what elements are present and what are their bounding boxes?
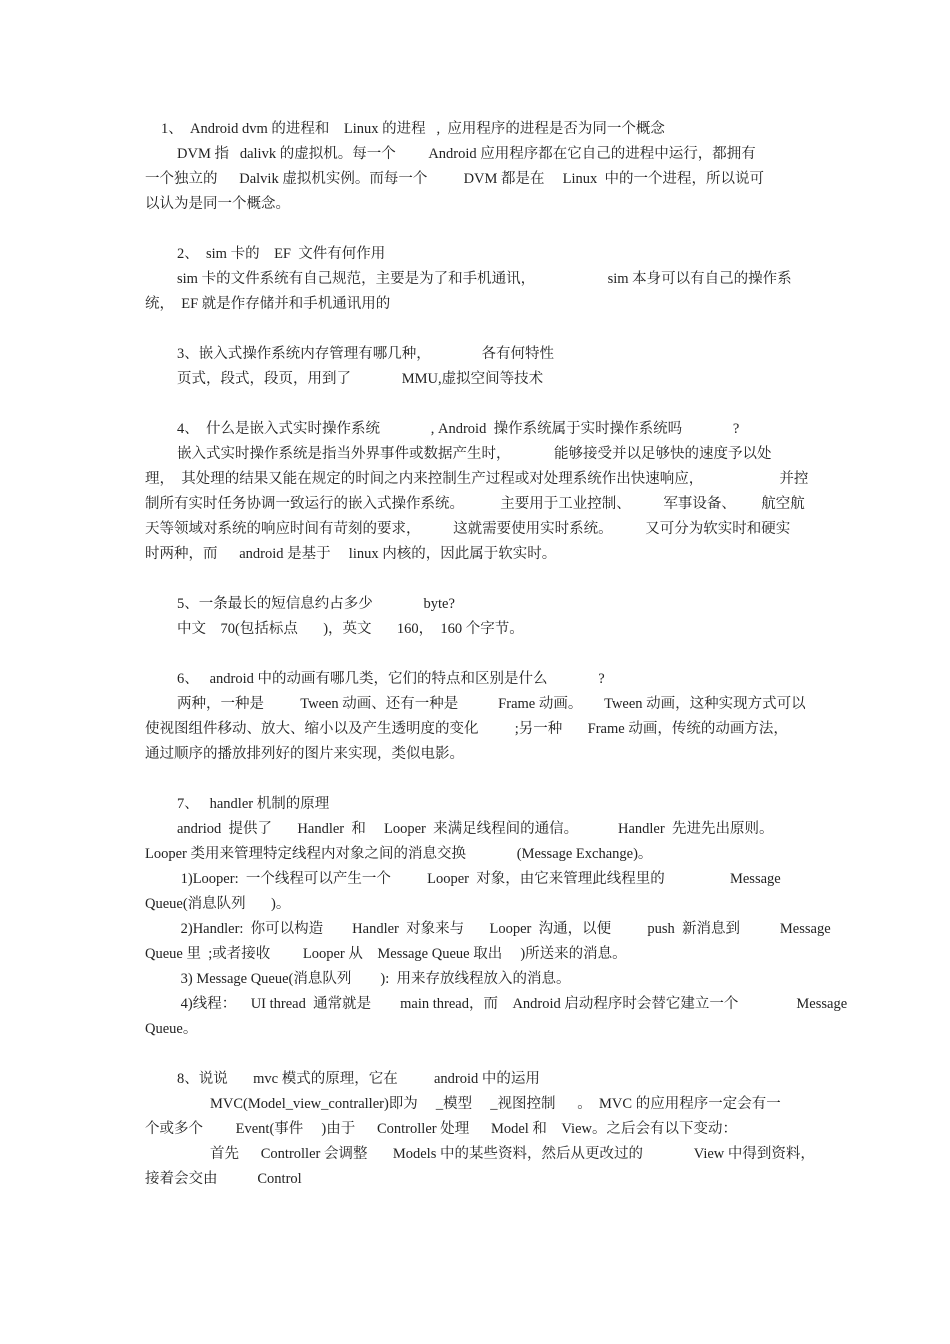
q2-answer-line-2: 统， EF 就是作存储并和手机通讯用的	[145, 296, 391, 312]
q6-title: 6、 android 中的动画有哪几类，它们的特点和区别是什么 ?	[177, 671, 605, 687]
q7-item-handler-cont: Queue 里 ;或者接收 Looper 从 Message Queue 取出 )所送来的消息。	[145, 946, 627, 962]
q7-item-thread: 4)线程： UI thread 通常就是 main thread，而 Android 启动程序时会替它建立一个 Message	[177, 996, 848, 1012]
q1-title: 1、 Android dvm 的进程和 Linux 的进程 , 应用程序的进程是否为同一个概念	[161, 121, 665, 137]
q6-answer-line-1: 两种，一种是 Tween 动画、还有一种是 Frame 动画。 Tween 动画，这种实现方式可以	[177, 696, 806, 712]
q7-item-handler: 2)Handler: 你可以构造 Handler 对象来与 Looper 沟通，以便 push 新消息到 Message	[177, 921, 831, 937]
q5-title: 5、一条最长的短信息约占多少 byte?	[177, 596, 455, 612]
q4-answer-line-2: 理， 其处理的结果又能在规定的时间之内来控制生产过程或对处理系统作出快速响应， 并控	[145, 471, 809, 487]
q8-answer-line-4: 接着会交由 Control	[145, 1171, 302, 1187]
q4-answer-line-5: 时两种，而 android 是基于 linux 内核的，因此属于软实时。	[145, 546, 557, 562]
q7-item-looper-cont: Queue(消息队列 )。	[145, 896, 291, 912]
q8-answer-line-1: MVC(Model_view_contraller)即为 _模型 _视图控制 。 MVC 的应用程序一定会有一	[210, 1096, 781, 1112]
q8-answer-line-2: 个或多个 Event(事件 )由于 Controller 处理 Model 和 View。之后会有以下变动：	[145, 1121, 737, 1137]
q7-item-message-queue: 3) Message Queue(消息队列 ): 用来存放线程放入的消息。	[177, 971, 571, 987]
q4-title: 4、 什么是嵌入式实时操作系统 , Android 操作系统属于实时操作系统吗 ?	[177, 421, 740, 437]
q1-answer-line-3: 以认为是同一个概念。	[145, 196, 290, 212]
q2-title: 2、 sim 卡的 EF 文件有何作用	[177, 246, 386, 262]
q7-answer-line-1: andriod 提供了 Handler 和 Looper 来满足线程间的通信。 Handler 先进先出原则。	[177, 821, 774, 837]
q3-title: 3、嵌入式操作系统内存管理有哪几种， 各有何特性	[177, 346, 554, 362]
q5-answer-line-1: 中文 70(包括标点 )，英文 160， 160 个字节。	[177, 621, 524, 637]
q7-item-thread-cont: Queue。	[145, 1021, 198, 1037]
q7-answer-line-2: Looper 类用来管理特定线程内对象之间的消息交换 (Message Exchange)。	[145, 846, 653, 862]
q2-answer-line-1: sim 卡的文件系统有自己规范，主要是为了和手机通讯， sim 本身可以有自己的操作系	[177, 271, 792, 287]
q7-title: 7、 handler 机制的原理	[177, 796, 330, 812]
q1-answer-line-2: 一个独立的 Dalvik 虚拟机实例。而每一个 DVM 都是在 Linux 中的一个进程，所以说可	[145, 171, 765, 187]
q6-answer-line-2: 使视图组件移动、放大、缩小以及产生透明度的变化 ;另一种 Frame 动画，传统的动画方法，	[145, 721, 788, 737]
q6-answer-line-3: 通过顺序的播放排列好的图片来实现，类似电影。	[145, 746, 464, 762]
q3-answer-line-1: 页式，段式，段页，用到了 MMU,虚拟空间等技术	[177, 371, 544, 387]
q8-answer-line-3: 首先 Controller 会调整 Models 中的某些资料，然后从更改过的 View 中得到资料，	[210, 1146, 815, 1162]
q1-answer-line-1: DVM 指 dalivk 的虚拟机。每一个 Android 应用程序都在它自己的进程中运行，都拥有	[177, 146, 756, 162]
q4-answer-line-3: 制所有实时任务协调一致运行的嵌入式操作系统。 主要用于工业控制、 军事设备、 航空航	[145, 496, 805, 512]
q4-answer-line-1: 嵌入式实时操作系统是指当外界事件或数据产生时， 能够接受并以足够快的速度予以处	[177, 446, 772, 462]
q4-answer-line-4: 天等领域对系统的响应时间有苛刻的要求， 这就需要使用实时系统。 又可分为软实时和硬实	[145, 521, 791, 537]
q8-title: 8、说说 mvc 模式的原理，它在 android 中的运用	[177, 1071, 540, 1087]
q7-item-looper: 1)Looper: 一个线程可以产生一个 Looper 对象，由它来管理此线程里的 Message	[177, 871, 781, 887]
